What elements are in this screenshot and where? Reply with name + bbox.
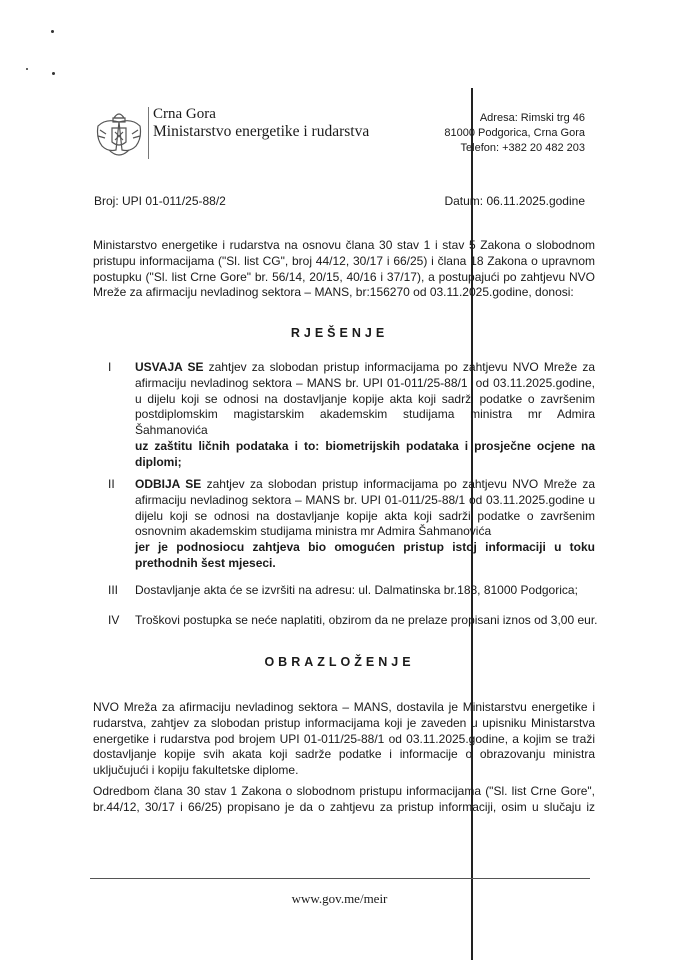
item-numeral: IV (108, 613, 120, 627)
item-line (135, 613, 598, 629)
intro-line: Ministarstvo energetike i rudarstva na osnovu člana 30 stav 1 i stav 5 Zakona o slobodnom (93, 238, 595, 252)
reasoning-section (93, 700, 595, 821)
reference-number: Broj: UPI 01-011/25-88/2 (94, 194, 226, 208)
decision-item (135, 477, 595, 572)
contact-address (444, 111, 585, 156)
footer-website: www.gov.me/meir (291, 891, 388, 906)
decision-heading: RJEŠENJE (290, 326, 389, 340)
item-text: dijelu koji se odnosi na dostavljanje kopije akta koji sadrži podatke o završenim (135, 508, 595, 523)
item-line (135, 583, 595, 599)
item-line (135, 423, 595, 439)
reasoning-line: rudarstva, zahtjev za slobodan pristup informacijama koji je zaveden u upisniku Ministarstva (93, 715, 595, 730)
intro-paragraph (93, 238, 595, 301)
item-bold-line: uz zaštitu ličnih podataka i to: biometrijskih podataka i prosječne ocjene na (135, 438, 595, 453)
item-line (135, 392, 595, 408)
reasoning-heading: OBRAZLOŽENJE (264, 655, 415, 669)
scan-speck (52, 72, 55, 75)
coat-of-arms-icon (94, 108, 144, 160)
item-text: u dijelu koji se odnosi na dostavljanje kopije akta koji sadrži podatke o završenim (135, 391, 595, 406)
reasoning-line: NVO Mreža za afirmaciju nevladinog sektora – MANS, dostavila je Ministarstvu energetike i (93, 700, 595, 714)
item-verdict: ODBIJA SE (135, 477, 202, 491)
document-date: Datum: 06.11.2025.godine (444, 194, 585, 208)
reasoning-paragraph (93, 700, 595, 779)
reasoning-line: energetike i rudarstva pod brojem UPI 01-011/25-88/1 od 03.11.2025.godine, a kojim se traži (93, 731, 595, 746)
item-bold-line: jer je podnosiocu zahtjeva bio omogućen pristup istoj informaciji u toku (135, 540, 595, 555)
item-text: afirmaciju nevladinog sektora – MANS br. UPI 01-011/25-88/1 od 03.11.2025.godine u (135, 492, 595, 507)
item-text: zahtjev za slobodan pristup informacijama po zahtjevu NVO Mreže za (203, 360, 596, 374)
item-numeral: I (108, 360, 112, 374)
intro-line: postupku ("Sl. list Crne Gore" br. 56/14, 20/15, 40/16 i 37/17), a postupajući po zahtjevu NVO (93, 269, 595, 284)
footer-divider (90, 878, 590, 879)
item-verdict: USVAJA SE (135, 360, 204, 374)
reasoning-line: br.44/12, 30/17 i 66/25) propisano je da o zahtjevu za pristup informaciji, osim u slučaju iz (93, 799, 595, 814)
item-line (135, 509, 595, 525)
item-bold-line: prethodnih šest mjeseci. (135, 555, 276, 570)
item-text: afirmaciju nevladinog sektora – MANS br. UPI 01-011/25-88/1 od 03.11.2025.godine, (135, 375, 595, 390)
item-text: postdiplomskim magistarskim akademskim studijama ministra mr Admira (135, 407, 595, 422)
intro-line: pristupu informacijama ("Sl. list CG", broj 44/12, 30/17 i 66/25) i člana 18 Zakona o upravnom (93, 253, 595, 268)
item-numeral: II (108, 477, 115, 491)
item-line (135, 407, 595, 423)
decision-item (135, 613, 598, 629)
decision-item (135, 360, 595, 471)
item-line (135, 524, 595, 540)
item-text: Dostavljanje akta će se izvršiti na adresu: ul. Dalmatinska br.188, 81000 Podgorica; (135, 583, 578, 597)
scan-speck (51, 30, 54, 33)
address-line: Telefon: +382 20 482 203 (460, 142, 585, 154)
item-numeral: III (108, 583, 119, 597)
decision-item (135, 583, 595, 599)
reasoning-line: dostavljanje kopije svih akata koji sadrže podatke i informacije o obrazovanju ministra (93, 747, 595, 762)
item-text: osnovnim akademskim studijama ministra mr Admira Šahmanovića (135, 524, 492, 539)
reasoning-line: uključujući i kopiju fakultetske diplome. (93, 763, 299, 778)
ministry-name: Ministarstvo energetike i rudarstva (153, 123, 370, 140)
item-text: zahtjev za slobodan pristup informacijama po zahtjevu NVO Mreže za (201, 477, 595, 491)
item-line (135, 493, 595, 509)
letterhead-divider (148, 107, 149, 159)
item-line (135, 477, 595, 493)
intro-line: Mreže za afirmaciju nevladinog sektora – MANS, br:156270 od 03.11.2025.godine, donosi: (93, 285, 574, 300)
reasoning-line: Odredbom člana 30 stav 1 Zakona o slobodnom pristupu informacijama ("Sl. list Crne Gore", (93, 783, 595, 798)
address-line: Adresa: Rimski trg 46 (479, 112, 585, 124)
scan-speck (26, 68, 28, 70)
address-line: 81000 Podgorica, Crna Gora (444, 127, 585, 139)
country-name: Crna Gora (153, 106, 216, 122)
item-text: Šahmanovića (135, 423, 208, 438)
reasoning-paragraph (93, 784, 595, 816)
item-text: Troškovi postupka se neće naplatiti, obzirom da ne prelaze propisani iznos od 3,00 eur. (135, 613, 598, 627)
item-bold-line: diplomi; (135, 454, 182, 469)
item-line (135, 360, 595, 376)
item-line (135, 376, 595, 392)
